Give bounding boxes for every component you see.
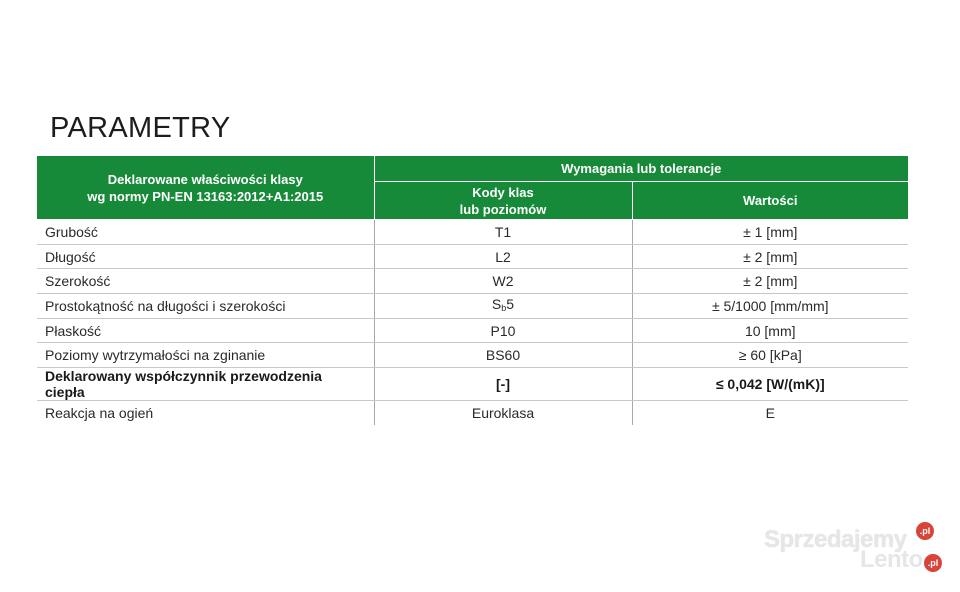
header-requirements-group: Wymagania lub tolerancje [374, 156, 908, 182]
row-name: Długość [37, 244, 374, 269]
row-name: Szerokość [37, 269, 374, 294]
header-class-codes: Kody klas lub poziomów [374, 182, 632, 220]
watermark-text-sprzedajemy: Sprzedajemy [764, 526, 907, 553]
watermark-badge-pl: .pl [916, 522, 934, 540]
row-value: ≤ 0,042 [W/(mK)] [632, 368, 908, 401]
row-code-main: S [491, 295, 502, 312]
row-code: Euroklasa [374, 401, 632, 425]
row-code: L2 [374, 244, 632, 269]
table-row [37, 343, 908, 368]
row-code: BS60 [374, 343, 632, 368]
row-name: Reakcja na ogień [37, 401, 374, 425]
table-row [37, 318, 908, 343]
row-value: E [765, 404, 775, 421]
row-code: P10 [374, 318, 632, 343]
watermark-text-lento: Lento [860, 546, 923, 573]
table-row [37, 269, 908, 294]
row-name: Prostokątność na długości i szerokości [37, 294, 374, 319]
table-row [37, 294, 908, 319]
row-code [374, 294, 632, 319]
row-value: ± 2 [mm] [632, 269, 908, 294]
table-row [37, 368, 908, 401]
header-declared-properties: Deklarowane właściwości klasy wg normy PN-EN 13163:2012+A1:2015 [37, 156, 374, 220]
header-values: Wartości [632, 182, 908, 220]
row-value: 10 [mm] [632, 318, 908, 343]
table-row [37, 401, 908, 425]
row-value: ± 1 [mm] [632, 220, 908, 245]
row-name: Płaskość [37, 318, 374, 343]
row-name: Grubość [37, 220, 374, 245]
page-title: PARAMETRY [50, 112, 231, 144]
table-header [37, 156, 908, 220]
row-name: Poziomy wytrzymałości na zginanie [37, 343, 374, 368]
row-code: W2 [374, 269, 632, 294]
row-value: ± 5/1000 [mm/mm] [632, 294, 908, 319]
table-row [37, 244, 908, 269]
watermark-badge-pl: .pl [924, 554, 942, 572]
row-code-subscript: b [501, 302, 507, 313]
row-name: Deklarowany współczynnik przewodzenia ciepła [37, 368, 374, 401]
row-code: [-] [374, 368, 632, 401]
row-code-tail: 5 [506, 295, 515, 312]
row-code: T1 [374, 220, 632, 245]
parameters-table [37, 156, 908, 425]
table-row [37, 220, 908, 245]
watermark-logo [764, 522, 944, 582]
row-value: ± 2 [mm] [632, 244, 908, 269]
row-value: ≥ 60 [kPa] [632, 343, 908, 368]
